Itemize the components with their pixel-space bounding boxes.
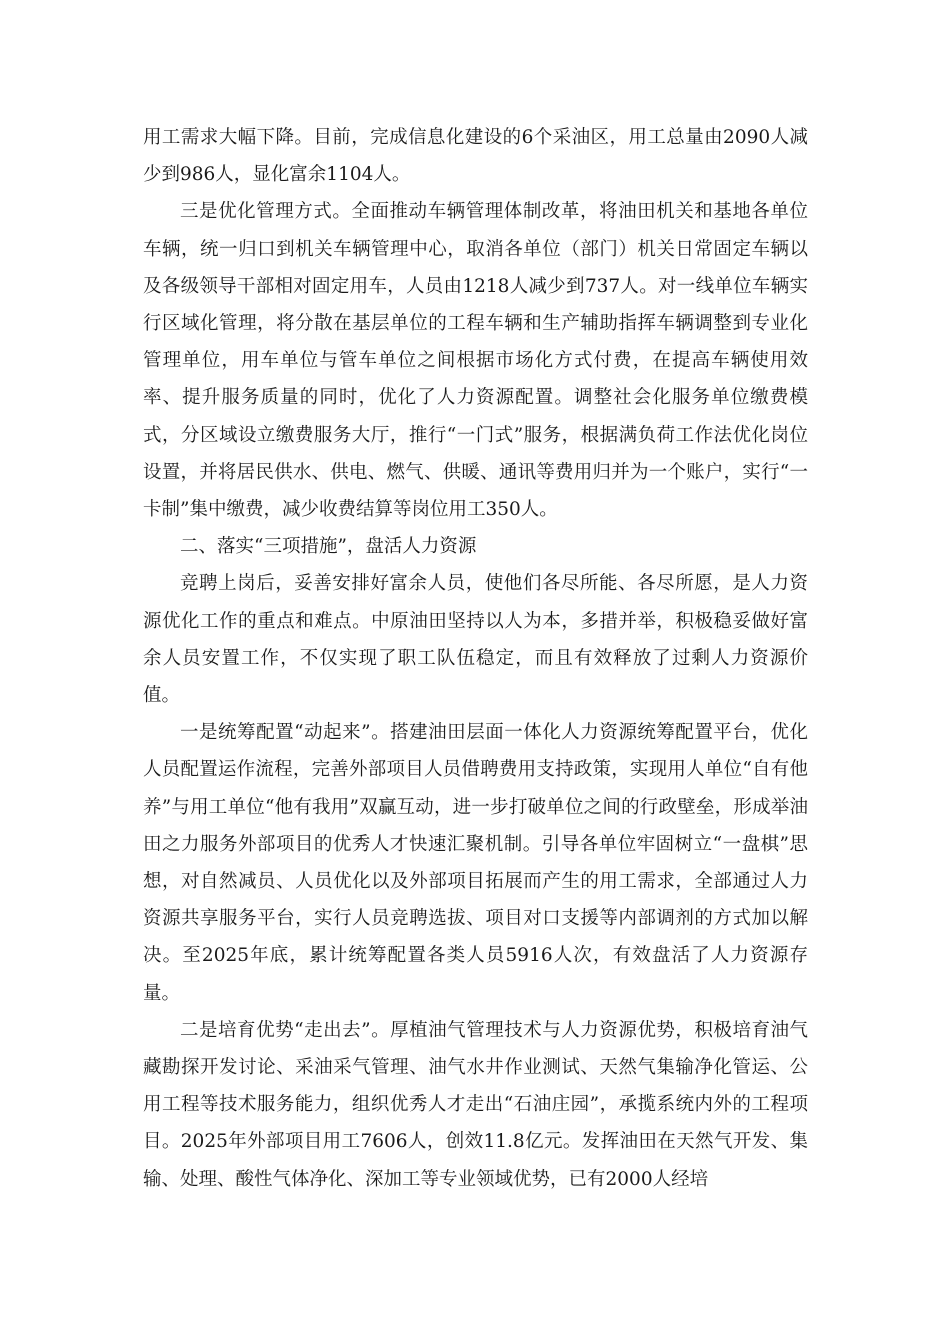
paragraph-5: 一是统筹配置“动起来”。搭建油田层面一体化人力资源统筹配置平台，优化人员配置运作流程，完善外部项目人员借聘费用支持政策，实现用人单位“自有他养”与用工单位“他有我用”双赢互动，进一步打破单位之间的行政壁垒，形成举油田之力服务外部项目的优秀人才快速汇聚机制。引导各单位牢固树立“一盘棋”思想，对自然减员、人员优化以及外部项目拓展而产生的用工需求，全部通过人力资源共享服务平台，实行人员竞聘选拔、项目对口支援等内部调剂的方式加以解决。至2025年底，累计统筹配置各类人员5916人次，有效盘活了人力资源存量。 (143, 722, 808, 1004)
document-body (143, 119, 808, 1198)
paragraph-4: 竞聘上岗后，妥善安排好富余人员，使他们各尽所能、各尽所愿，是人力资源优化工作的重点和难点。中原油田坚持以人为本，多措并举，积极稳妥做好富余人员安置工作，不仅实现了职工队伍稳定，而且有效释放了过剩人力资源价值。 (143, 573, 808, 707)
paragraph-2: 三是优化管理方式。全面推动车辆管理体制改革，将油田机关和基地各单位车辆，统一归口到机关车辆管理中心，取消各单位（部门）机关日常固定车辆以及各级领导干部相对固定用车，人员由1218人减少到737人。对一线单位车辆实行区域化管理，将分散在基层单位的工程车辆和生产辅助指挥车辆调整到专业化管理单位，用车单位与管车单位之间根据市场化方式付费，在提高车辆使用效率、提升服务质量的同时，优化了人力资源配置。调整社会化服务单位缴费模式，分区域设立缴费服务大厅，推行“一门式”服务，根据满负荷工作法优化岗位设置，并将居民供水、供电、燃气、供暖、通讯等费用归并为一个账户，实行“一卡制”集中缴费，减少收费结算等岗位用工350人。 (143, 201, 808, 521)
section-heading: 二、落实“三项措施”，盘活人力资源 (180, 536, 477, 558)
paragraph-6: 二是培育优势“走出去”。厚植油气管理技术与人力资源优势，积极培育油气藏勘探开发讨论、采油采气管理、油气水井作业测试、天然气集输净化管运、公用工程等技术服务能力，组织优秀人才走出“石油庄园”，承揽系统内外的工程项目。2025年外部项目用工7606人，创效11.8亿元。发挥油田在天然气开发、集输、处理、酸性气体净化、深加工等专业领域优势，已有2000人经培 (143, 1019, 808, 1190)
paragraph-1: 用工需求大幅下降。目前，完成信息化建设的6个采油区，用工总量由2090人减少到986人，显化富余1104人。 (143, 127, 808, 186)
